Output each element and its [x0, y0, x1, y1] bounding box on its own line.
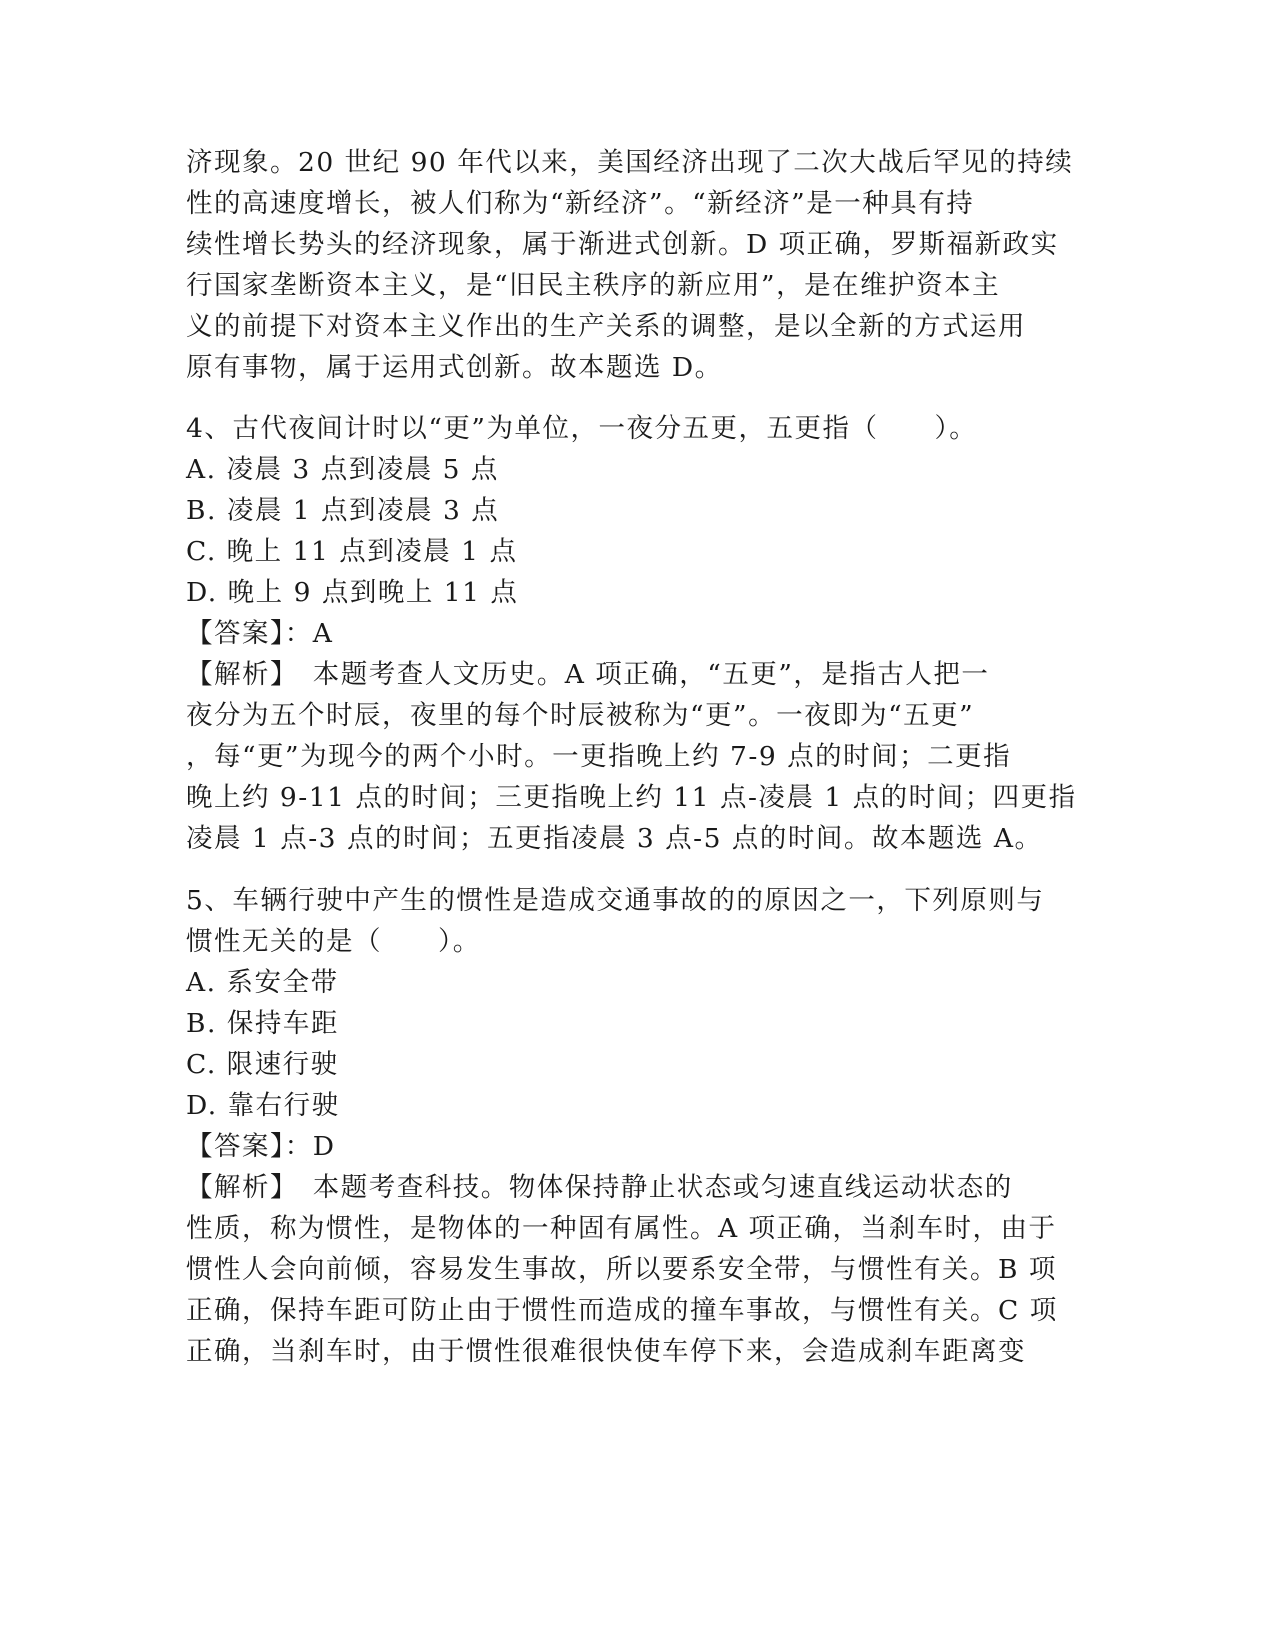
paragraph-line: 济现象。20 世纪 90 年代以来，美国经济出现了二次大战后罕见的持续	[186, 147, 1074, 178]
question-4-analysis-line: 【解析】 本题考查人文历史。A 项正确，“五更”，是指古人把一	[186, 659, 990, 690]
question-4-analysis-line: 夜分为五个时辰，夜里的每个时辰被称为“更”。一夜即为“五更”	[186, 700, 975, 731]
question-5-option-c: C. 限速行驶	[186, 1049, 339, 1080]
paragraph-line: 续性增长势头的经济现象，属于渐进式创新。D 项正确，罗斯福新政实	[186, 229, 1059, 260]
question-4-answer: 【答案】：A	[186, 618, 334, 649]
paragraph-line: 原有事物，属于运用式创新。故本题选 D。	[186, 352, 723, 383]
question-5-stem: 惯性无关的是（ ）。	[186, 926, 481, 957]
question-5-analysis-line: 【解析】 本题考查科技。物体保持静止状态或匀速直线运动状态的	[186, 1172, 1013, 1203]
question-4-option-c: C. 晚上 11 点到凌晨 1 点	[186, 536, 518, 567]
paragraph-line: 义的前提下对资本主义作出的生产关系的调整，是以全新的方式运用	[186, 311, 1026, 342]
question-5-stem: 5、车辆行驶中产生的惯性是造成交通事故的的原因之一，下列原则与	[186, 885, 1045, 916]
question-5-option-a: A. 系安全带	[186, 967, 339, 998]
question-5-analysis-line: 正确，保持车距可防止由于惯性而造成的撞车事故，与惯性有关。C 项	[186, 1295, 1058, 1326]
question-4-option-a: A. 凌晨 3 点到凌晨 5 点	[186, 454, 499, 485]
question-4-analysis-line: ，每“更”为现今的两个小时。一更指晚上约 7-9 点的时间；二更指	[186, 741, 1012, 772]
question-5-option-d: D. 靠右行驶	[186, 1090, 340, 1121]
question-5-analysis-line: 正确，当刹车时，由于惯性很难很快使车停下来，会造成刹车距离变	[186, 1336, 1026, 1367]
paragraph-line: 性的高速度增长，被人们称为“新经济”。“新经济”是一种具有持	[186, 188, 975, 219]
question-4-analysis-line: 晚上约 9-11 点的时间；三更指晚上约 11 点-凌晨 1 点的时间；四更指	[186, 782, 1077, 813]
question-4-option-b: B. 凌晨 1 点到凌晨 3 点	[186, 495, 500, 526]
question-4-stem: 4、古代夜间计时以“更”为单位，一夜分五更，五更指（ ）。	[186, 413, 978, 444]
question-5-analysis-line: 性质，称为惯性，是物体的一种固有属性。A 项正确，当刹车时，由于	[186, 1213, 1057, 1244]
question-5-option-b: B. 保持车距	[186, 1008, 339, 1039]
paragraph-line: 行国家垄断资本主义，是“旧民主秩序的新应用”，是在维护资本主	[186, 270, 1001, 301]
question-4-analysis-line: 凌晨 1 点-3 点的时间；五更指凌晨 3 点-5 点的时间。故本题选 A。	[186, 823, 1043, 854]
question-5-answer: 【答案】：D	[186, 1131, 336, 1162]
question-4-option-d: D. 晚上 9 点到晚上 11 点	[186, 577, 519, 608]
question-5-analysis-line: 惯性人会向前倾，容易发生事故，所以要系安全带，与惯性有关。B 项	[186, 1254, 1057, 1285]
